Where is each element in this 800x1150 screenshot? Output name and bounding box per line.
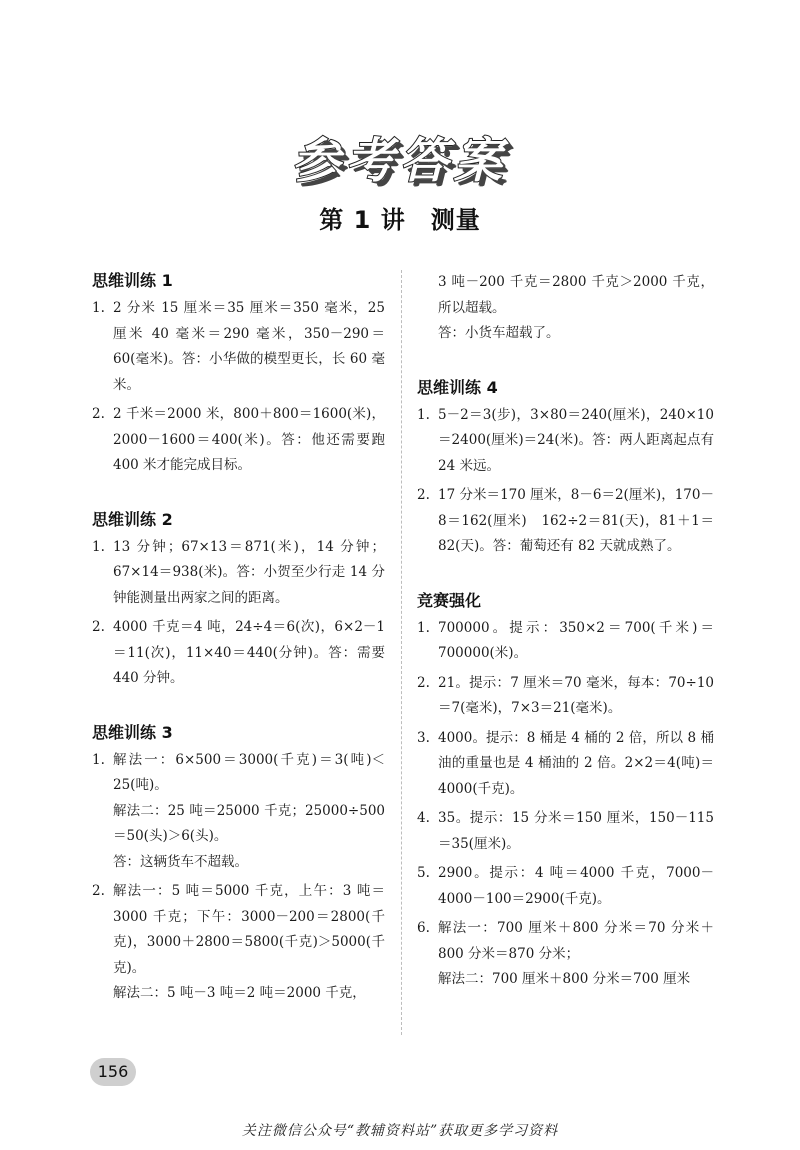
- answer-section: [417, 377, 714, 560]
- answer-item: [92, 402, 385, 479]
- section-title: 竞赛强化: [417, 590, 482, 610]
- answer-text: 解法一：5 吨＝5000 千克，上午：3 吨＝3000 千克；下午：3000－200＝2800(千克)，3000＋2800＝5800(千克)＞5000(千克)。: [113, 883, 385, 976]
- answer-text: 解法一：700 厘米＋800 分米＝70 分米＋800 分米＝870 分米；: [438, 920, 714, 962]
- answer-text: 3 吨－200 千克＝2800 千克＞2000 千克，所以超载。: [438, 274, 714, 316]
- answer-item: [92, 879, 385, 1007]
- right-column: [417, 270, 714, 1023]
- answer-text: 700000。提示：350×2＝700(千米)＝700000(米)。: [438, 619, 714, 661]
- answer-item: [92, 296, 385, 398]
- answer-text: 21。提示：7 厘米＝70 毫米，每本：70÷10＝7(毫米)，7×3＝21(毫米)。: [438, 674, 714, 716]
- answer-item: [417, 806, 714, 857]
- answer-text: 解法二：5 吨－3 吨＝2 吨＝2000 千克，: [113, 985, 366, 1001]
- page-number: 156: [90, 1058, 136, 1086]
- answer-text: 5－2＝3(步)，3×80＝240(厘米)，240×10＝2400(厘米)＝24(米)。答：两人距离起点有 24 米远。: [438, 406, 714, 474]
- answer-item: [417, 616, 714, 667]
- answer-item: [417, 726, 714, 803]
- item-number: 1.: [417, 619, 430, 636]
- item-number: 2.: [92, 619, 105, 635]
- item-number: 3.: [417, 729, 430, 746]
- answer-text: 2 千米＝2000 米，800＋800＝1600(米)，2000－1600＝400(米)。答：他还需要跑 400 米才能完成目标。: [113, 406, 385, 473]
- item-number: 1.: [92, 751, 105, 768]
- section-title: 思维训练 4: [417, 377, 498, 397]
- answer-section: [92, 722, 385, 1007]
- answer-text: 4000 千克＝4 吨，24÷4＝6(次)，6×2－1＝11(次)，11×40＝440(分钟)。答：需要 440 分钟。: [113, 619, 385, 686]
- answer-text: 2 分米 15 厘米＝35 厘米＝350 毫米，25 厘米 40 毫米＝290 毫米，350－290＝60(毫米)。答：小华做的模型更长，长 60 毫米。: [113, 300, 385, 393]
- page-main-title: 参考答案: [291, 133, 508, 189]
- item-number: 2.: [92, 406, 105, 422]
- answer-text: 解法二：25 吨＝25000 千克；25000÷500＝50(头)＞6(头)。: [113, 802, 385, 844]
- answer-text: 解法二：700 厘米＋800 分米＝700 厘米: [438, 971, 691, 987]
- answer-section: [92, 270, 385, 479]
- answer-text: 4000。提示：8 桶是 4 桶的 2 倍，所以 8 桶油的重量也是 4 桶油的 2 倍。2×2＝4(吨)＝4000(千克)。: [438, 729, 714, 797]
- section-title: 思维训练 1: [92, 271, 173, 290]
- answer-text: 35。提示：15 分米＝150 厘米，150－115＝35(厘米)。: [438, 810, 714, 852]
- answer-section: [417, 590, 714, 993]
- column-divider: [401, 270, 402, 1035]
- answer-item: [417, 483, 714, 560]
- answer-item: [417, 671, 714, 722]
- answer-text: 解法一：6×500＝3000(千克)＝3(吨)＜25(吨)。: [113, 751, 385, 793]
- answer-item: [92, 748, 385, 876]
- item-number: 2.: [417, 674, 430, 691]
- chapter-title: 第 1 讲 测量: [319, 206, 481, 234]
- item-number: 2.: [417, 487, 430, 503]
- section-title: 思维训练 2: [92, 509, 173, 529]
- answer-text: 17 分米＝170 厘米，8－6＝2(厘米)，170－8＝162(厘米) 162÷2＝81(天)，81＋1＝82(天)。答：葡萄还有 82 天就成熟了。: [438, 487, 714, 554]
- answer-text: 13 分钟；67×13＝871(米)，14 分钟；67×14＝938(米)。答：小贺至少行走 14 分钟能测量出两家之间的距离。: [113, 538, 385, 606]
- item-number: 1.: [92, 538, 105, 555]
- item-number: 1.: [92, 300, 105, 316]
- answer-item: [417, 403, 714, 480]
- answer-text: 2900。提示：4 吨＝4000 千克，7000－4000－100＝2900(千克)。: [438, 865, 714, 907]
- answer-section: [92, 509, 385, 692]
- left-column: [92, 270, 385, 1037]
- answer-item: [92, 615, 385, 692]
- answer-item: [92, 535, 385, 612]
- answer-item: [417, 861, 714, 912]
- item-number: 6.: [417, 920, 430, 936]
- continued-answer: [417, 270, 714, 347]
- answer-text: 答：小货车超载了。: [438, 325, 560, 341]
- footer-note: 关注微信公众号“教辅资料站”获取更多学习资料: [241, 1123, 559, 1139]
- item-number: 5.: [417, 865, 430, 881]
- answer-text: 答：这辆货车不超载。: [113, 853, 248, 870]
- item-number: 4.: [417, 810, 430, 826]
- item-number: 2.: [92, 883, 105, 899]
- item-number: 1.: [417, 406, 430, 423]
- section-title: 思维训练 3: [92, 722, 173, 742]
- answer-item: [417, 916, 714, 993]
